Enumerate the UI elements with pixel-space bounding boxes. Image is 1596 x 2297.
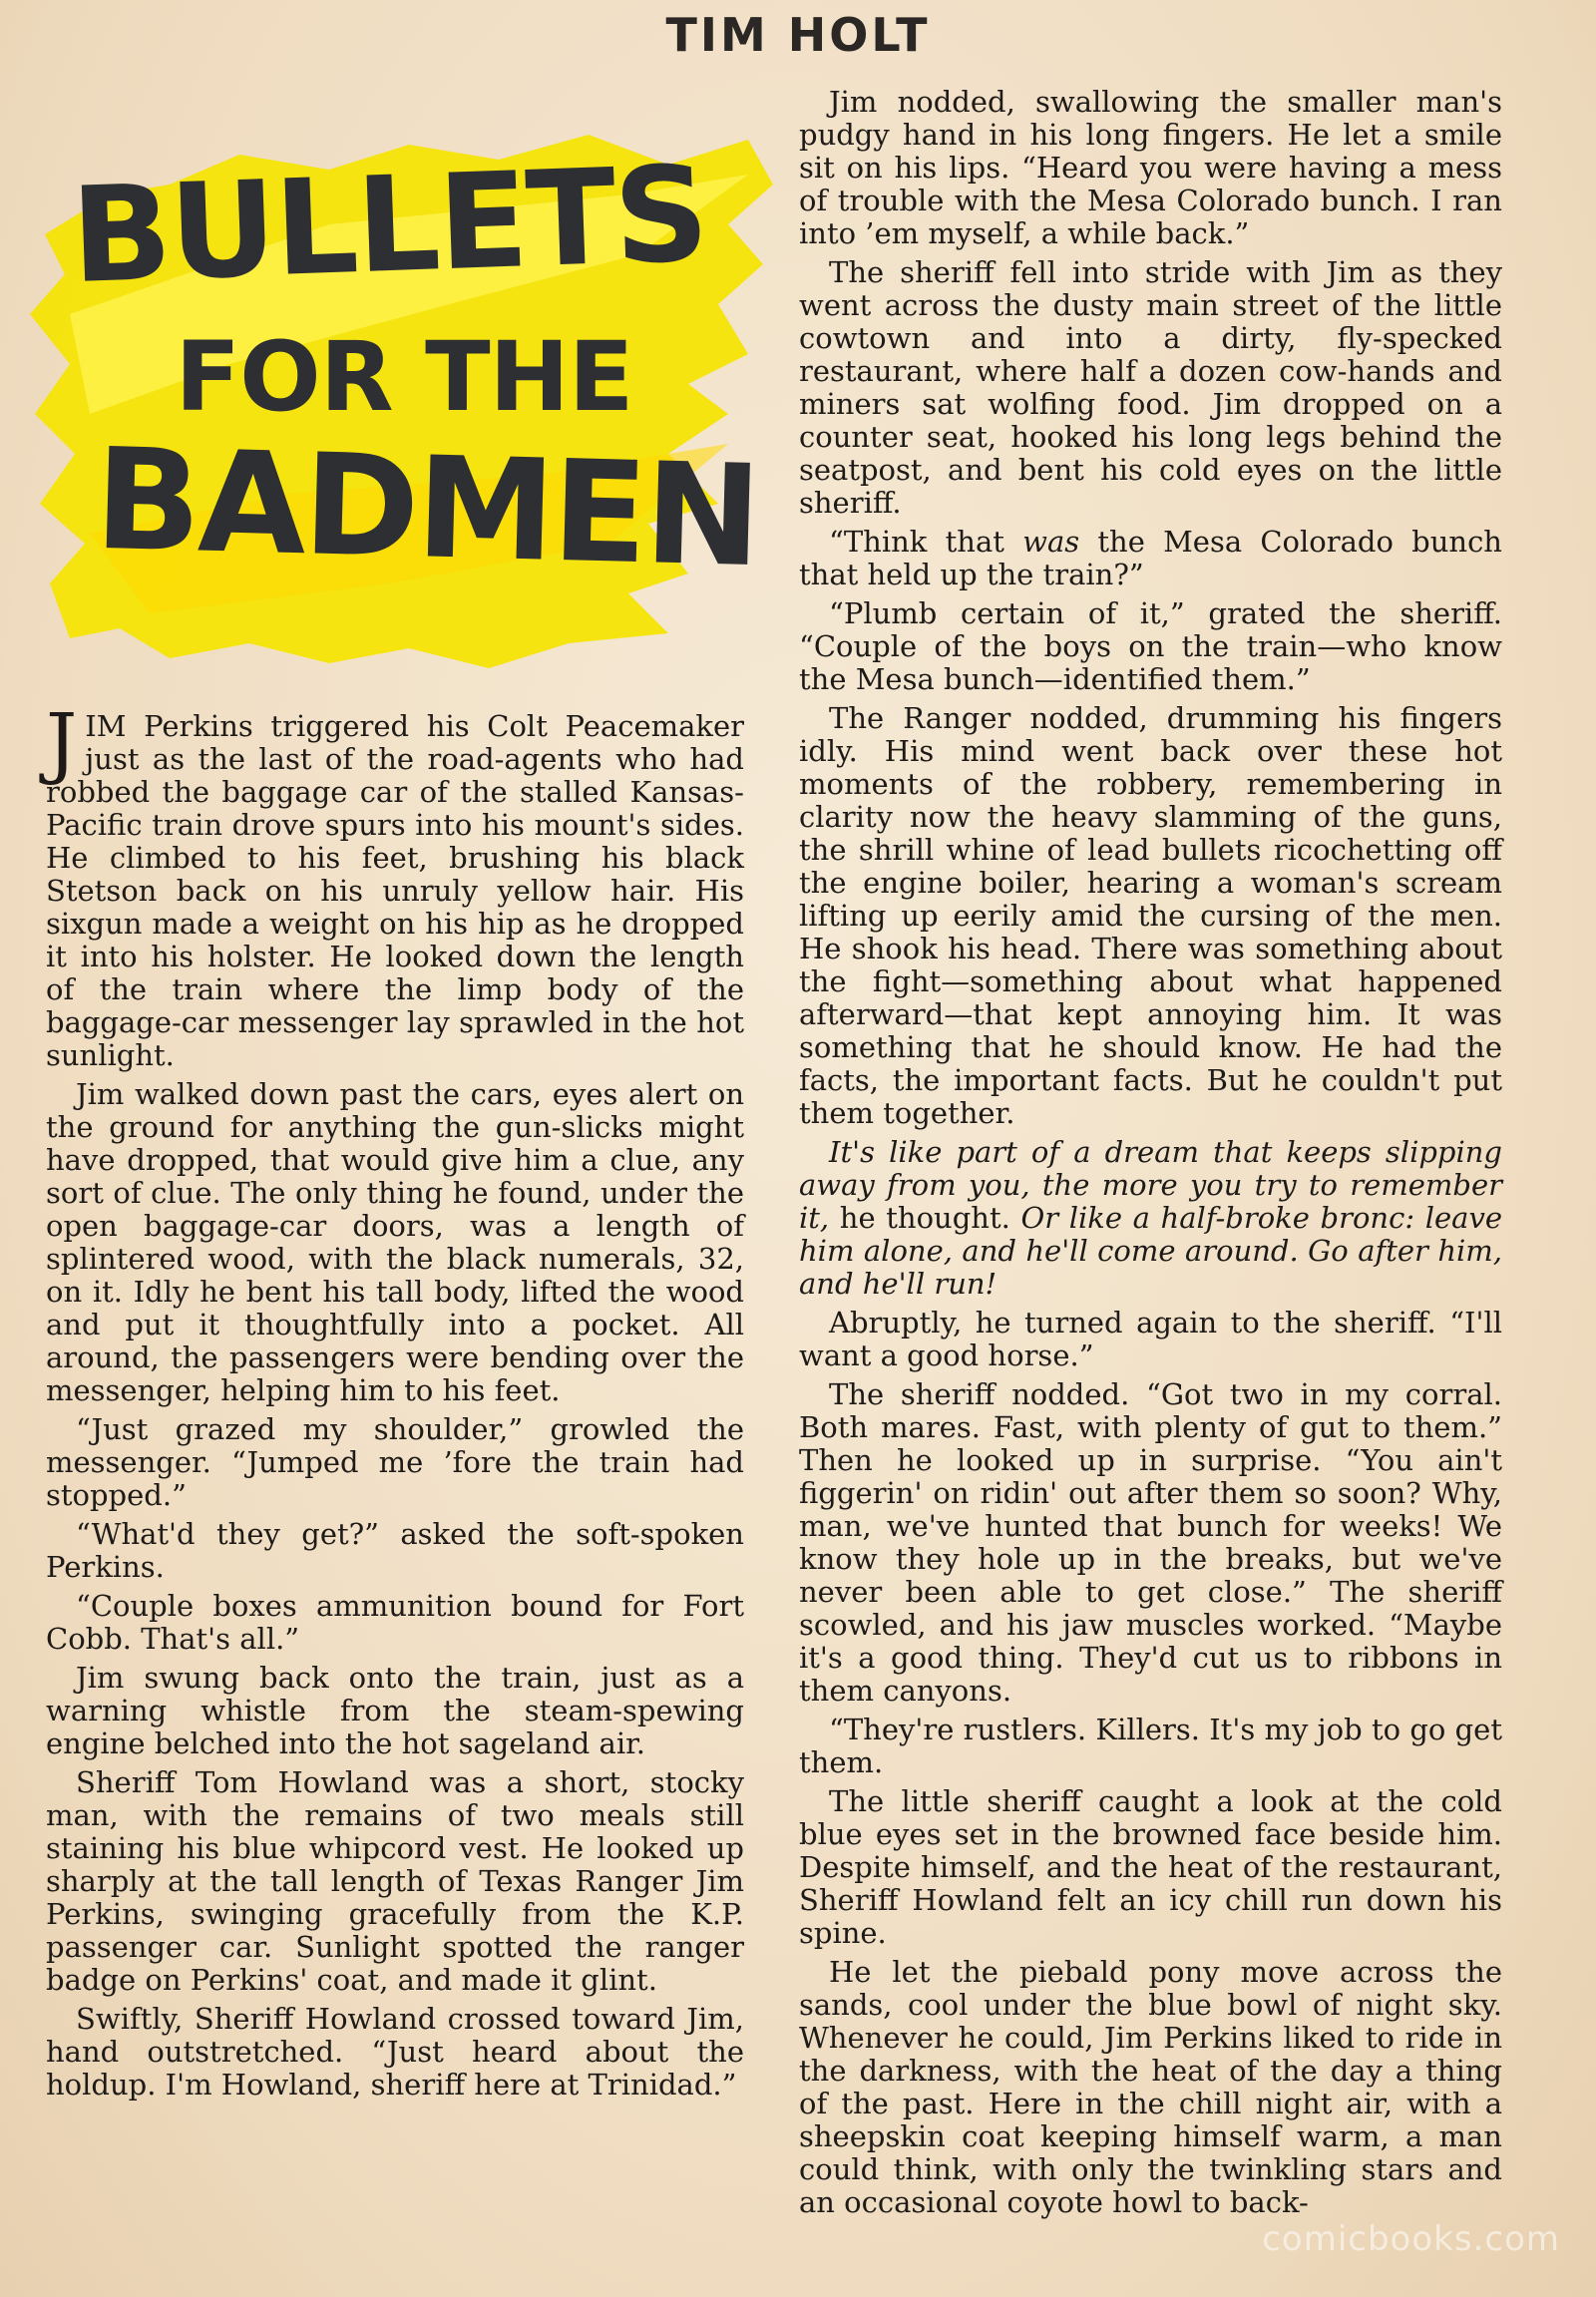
paragraph: The sheriff nodded. “Got two in my corral. Both mares. Fast, with plenty of gut to them.” Then he looked up in surprise. “You ain't figgerin' on ridin' out after them so soon? Why, man, we've hunted that bunch for weeks! We know they hole up in the breaks, but we've never been able to get close.” The sheriff scowled, and his jaw muscles worked. “Maybe it's a good thing. They'd cut us to ribbons in them canyons.: [799, 1377, 1502, 1708]
title-line-2: FOR THE: [175, 321, 633, 433]
paragraph: He let the piebald pony move across the sands, cool under the blue bowl of night sky. Whenever he could, Jim Perkins liked to ride in the darkness, with the heat of the day a thing of the past. Here in the chill night air, with a sheepskin coat keeping himself warm, a man could think, with only the twinkling stars and an occasional coyote howl to back-: [799, 1955, 1502, 2219]
paragraph: Swiftly, Sheriff Howland crossed toward Jim, hand outstretched. “Just heard about the holdup. I'm Howland, sheriff here at Trinidad.”: [46, 2002, 744, 2102]
paragraph: The little sheriff caught a look at the cold blue eyes set in the browned face beside him. Despite himself, and the heat of the restaurant, Sheriff Howland felt an icy chill run down his spine.: [799, 1784, 1502, 1950]
running-header: TIM HOLT: [665, 8, 931, 62]
paragraph: “Just grazed my shoulder,” growled the messenger. “Jumped me ’fore the train had stopped.”: [46, 1412, 744, 1512]
left-text-column: [46, 698, 744, 2107]
drop-cap: J: [46, 698, 78, 788]
title-line-3: BADMEN: [92, 418, 761, 599]
paragraph: “What'd they get?” asked the soft-spoken Perkins.: [46, 1517, 744, 1584]
paragraph: The sheriff fell into stride with Jim as they went across the dusty main street of the little cowtown and into a dirty, fly-specked restaurant, where half a dozen cow-hands and miners sat wolfing food. Jim dropped on a counter seat, hooked his long legs behind the seatpost, and bent his cold eyes on the little sheriff.: [799, 255, 1502, 520]
paragraph: “Plumb certain of it,” grated the sheriff. “Couple of the boys on the train—who know the Mesa bunch—identified them.”: [799, 596, 1502, 696]
title-line-1: BULLETS: [68, 137, 710, 314]
paragraph: Jim swung back onto the train, just as a warning whistle from the steam-spewing engine belched into the hot sageland air.: [46, 1661, 744, 1760]
paragraph: “Couple boxes ammunition bound for Fort Cobb. That's all.”: [46, 1589, 744, 1656]
paragraph: “Think that was the Mesa Colorado bunch that held up the train?”: [799, 525, 1502, 591]
paragraph: Jim walked down past the cars, eyes alert on the ground for anything the gun-slicks might have dropped, that would give him a clue, any sort of clue. The only thing he found, under the open baggage-car doors, was a length of splintered wood, with the black numerals, 32, on it. Idly he bent his tall body, lifted the wood and put it thoughtfully into a pocket. All around, the passengers were bending over the messenger, helping him to his feet.: [46, 1077, 744, 1407]
paragraph: Sheriff Tom Howland was a short, stocky man, with the remains of two meals still staining his blue whipcord vest. He looked up sharply at the tall length of Texas Ranger Jim Perkins, swinging gracefully from the K.P. passenger car. Sunlight spotted the ranger badge on Perkins' coat, and made it glint.: [46, 1765, 744, 1997]
site-watermark: comicbooks.com: [1262, 2219, 1560, 2259]
paragraph: Abruptly, he turned again to the sheriff. “I'll want a good horse.”: [799, 1306, 1502, 1372]
paragraph: Jim nodded, swallowing the smaller man's pudgy hand in his long fingers. He let a smile sit on his lips. “Heard you were having a mess of trouble with the Mesa Colorado bunch. I ran into ’em myself, a while back.”: [799, 85, 1502, 250]
paragraph: The Ranger nodded, drumming his fingers idly. His mind went back over these hot moments of the robbery, remembering in clarity now the heavy slamming of the guns, the shrill whine of lead bullets ricochetting off the engine boiler, hearing a woman's scream lifting up eerily amid the cursing of the men. He shook his head. There was something about the fight—something about what happened afterward—that kept annoying him. It was something that he should know. He had the facts, the important facts. But he couldn't put them together.: [799, 701, 1502, 1130]
paragraph: JIM Perkins triggered his Colt Peacemaker just as the last of the road-agents who had robbed the baggage car of the stalled Kansas-Pacific train drove spurs into his mount's sides. He climbed to his feet, brushing his black Stetson back on his unruly yellow hair. His sixgun made a weight on his hip as he dropped it into his holster. He looked down the length of the train where the limp body of the baggage-car messenger lay sprawled in the hot sunlight.: [46, 698, 744, 1072]
paragraph: “They're rustlers. Killers. It's my job to go get them.: [799, 1713, 1502, 1779]
right-text-column: [799, 86, 1502, 2225]
paragraph: It's like part of a dream that keeps slipping away from you, the more you try to remember it, he thought. Or like a half-broke bronc: leave him alone, and he'll come around. Go after him, and he'll run!: [799, 1135, 1502, 1301]
